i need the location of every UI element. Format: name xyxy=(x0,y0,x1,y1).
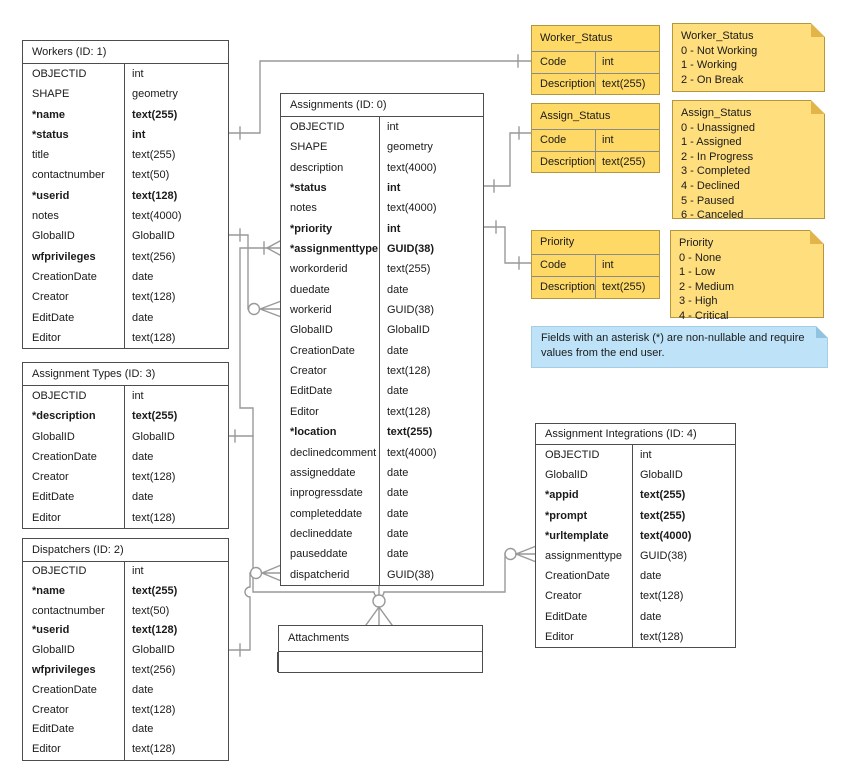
field-type: text(128) xyxy=(132,331,176,344)
field-name: EditDate xyxy=(32,723,75,736)
connector-workers-assignments-workerid xyxy=(227,229,280,317)
field-type: text(256) xyxy=(132,663,176,676)
note-line: 3 - High xyxy=(679,295,718,308)
field-name: OBJECTID xyxy=(32,68,87,80)
field-row-Editor xyxy=(281,402,483,422)
field-type: text(255) xyxy=(602,77,646,90)
field-type: text(255) xyxy=(602,155,646,168)
field-name: declineddate xyxy=(290,527,353,540)
table-priority[interactable] xyxy=(531,230,660,299)
field-type: text(128) xyxy=(640,590,684,603)
field-row-assigneddate xyxy=(281,463,483,483)
field-name: OBJECTID xyxy=(290,121,345,133)
field-name: CreationDate xyxy=(545,570,610,583)
field-name: *priority xyxy=(290,222,333,235)
field-type: text(255) xyxy=(602,281,646,293)
field-row-Editor xyxy=(23,740,228,760)
field-row-prompt xyxy=(536,506,735,526)
note-line: 4 - Declined xyxy=(681,179,740,192)
field-type: int xyxy=(132,565,144,577)
field-row-declineddate xyxy=(281,524,483,544)
field-row-GlobalID xyxy=(23,641,228,661)
field-type: text(255) xyxy=(132,410,178,423)
field-type: int xyxy=(132,68,144,80)
connector-assignments-attachments xyxy=(366,583,392,625)
field-type: int xyxy=(132,128,146,141)
field-name: GlobalID xyxy=(545,469,588,482)
field-type: GUID(38) xyxy=(640,549,688,562)
field-name: *location xyxy=(290,426,337,439)
field-row-contactnumber xyxy=(23,602,228,622)
field-name: description xyxy=(290,161,344,174)
field-row-wfprivileges xyxy=(23,247,228,267)
field-name: *status xyxy=(32,128,69,141)
note-line: 0 - Not Working xyxy=(681,44,758,57)
field-name: Creator xyxy=(32,703,69,716)
field-name: Creator xyxy=(545,590,582,603)
field-name: completeddate xyxy=(290,507,363,520)
field-type: date xyxy=(387,507,409,520)
field-row-priority xyxy=(281,219,483,239)
field-row-Creator xyxy=(281,361,483,381)
field-row-EditDate xyxy=(536,607,735,627)
field-type: date xyxy=(387,487,409,500)
field-type: date xyxy=(640,570,662,583)
field-type: text(255) xyxy=(640,509,686,522)
table-workers-header: Workers (ID: 1) xyxy=(23,41,228,64)
field-name: Code xyxy=(540,259,567,271)
note-worker-status-codes[interactable] xyxy=(672,23,825,92)
field-name: *appid xyxy=(545,489,579,502)
field-type: text(4000) xyxy=(387,202,437,215)
field-row-name xyxy=(23,582,228,602)
field-type: text(4000) xyxy=(640,529,692,542)
field-row-GlobalID xyxy=(536,465,735,485)
field-row-title xyxy=(23,145,228,165)
field-type: text(50) xyxy=(132,604,170,617)
field-name: *prompt xyxy=(545,509,588,522)
field-row-EditDate xyxy=(23,720,228,740)
field-row-inprogressdate xyxy=(281,483,483,503)
field-name: declinedcomment xyxy=(290,446,377,459)
field-type: geometry xyxy=(132,88,178,101)
field-row-SHAPE xyxy=(281,137,483,157)
field-type: GlobalID xyxy=(640,469,683,482)
table-workers[interactable] xyxy=(22,40,229,349)
field-name: Code xyxy=(540,134,567,146)
field-name: EditDate xyxy=(32,311,75,324)
field-row-Description xyxy=(532,73,659,95)
note-line: Worker_Status xyxy=(681,30,754,42)
field-name: wfprivileges xyxy=(32,663,96,676)
field-name: contactnumber xyxy=(32,604,105,617)
table-assignments-header: Assignments (ID: 0) xyxy=(281,94,483,117)
field-type: text(128) xyxy=(387,405,431,418)
table-assignment-integrations[interactable] xyxy=(535,423,736,648)
field-name: notes xyxy=(290,202,317,215)
field-row-assignmenttype xyxy=(536,546,735,566)
field-row-CreationDate xyxy=(281,341,483,361)
field-type: text(128) xyxy=(387,365,431,378)
field-row-CreationDate xyxy=(23,447,228,467)
field-name: *userid xyxy=(32,189,70,202)
field-row-GlobalID xyxy=(281,320,483,340)
field-type: text(255) xyxy=(640,489,686,502)
field-row-description xyxy=(281,158,483,178)
field-name: Editor xyxy=(32,743,61,756)
table-assign-status[interactable] xyxy=(531,103,660,173)
field-name: OBJECTID xyxy=(32,390,87,402)
field-type: GlobalID xyxy=(132,644,175,657)
field-row-EditDate xyxy=(23,487,228,507)
field-name: Description xyxy=(540,155,596,168)
field-name: OBJECTID xyxy=(32,565,87,577)
field-type: text(4000) xyxy=(387,161,437,174)
field-type: date xyxy=(132,450,154,463)
field-name: inprogressdate xyxy=(290,487,363,500)
field-name: Description xyxy=(540,281,596,293)
field-name: Code xyxy=(540,56,567,68)
field-row-OBJECTID xyxy=(23,562,228,582)
field-row-Code xyxy=(532,130,659,151)
field-row-notes xyxy=(23,206,228,226)
field-type: text(255) xyxy=(132,149,176,162)
field-row-Editor xyxy=(23,508,228,528)
field-type: geometry xyxy=(387,141,433,154)
field-row-OBJECTID xyxy=(23,64,228,84)
field-row-status xyxy=(281,178,483,198)
field-row-Code xyxy=(532,52,659,73)
table-assignment-integrations-header: Assignment Integrations (ID: 4) xyxy=(536,424,735,445)
field-name: pauseddate xyxy=(290,548,348,561)
table-assignment-types[interactable] xyxy=(22,362,229,529)
field-row-Editor xyxy=(23,328,228,348)
field-row-CreationDate xyxy=(23,267,228,287)
connector-assignments-priority-priority xyxy=(482,221,531,269)
table-dispatchers[interactable] xyxy=(22,538,229,761)
field-name: CreationDate xyxy=(32,450,97,463)
field-name: title xyxy=(32,149,50,162)
field-row-Creator xyxy=(536,586,735,606)
field-type: GlobalID xyxy=(132,430,175,443)
field-name: Editor xyxy=(545,630,574,643)
field-name: contactnumber xyxy=(32,169,105,182)
note-line: 1 - Low xyxy=(679,266,716,279)
field-row-completeddate xyxy=(281,504,483,524)
field-row-GlobalID xyxy=(23,226,228,246)
field-type: text(128) xyxy=(640,630,684,643)
attachments-header: Attachments xyxy=(279,626,482,652)
note-line: 1 - Working xyxy=(681,59,738,72)
field-row-status xyxy=(23,125,228,145)
field-type: GUID(38) xyxy=(387,304,435,317)
note-line: 2 - Medium xyxy=(679,280,735,293)
table-priority-header: Priority xyxy=(532,231,659,255)
field-type: text(4000) xyxy=(387,446,437,459)
note-line: 0 - Unassigned xyxy=(681,121,755,134)
field-name: Editor xyxy=(32,331,61,344)
field-type: int xyxy=(387,222,401,235)
field-row-declinedcomment xyxy=(281,443,483,463)
note-line: 3 - Completed xyxy=(681,165,751,178)
connector-assignments-status-assignstatus xyxy=(482,127,531,192)
field-row-wfprivileges xyxy=(23,661,228,681)
field-row-Description xyxy=(532,151,659,173)
field-type: text(255) xyxy=(132,108,178,121)
asterisk-note-text: Fields with an asterisk (*) are non-nullable and require values from the end user. xyxy=(541,332,805,359)
field-type: text(50) xyxy=(132,169,170,182)
field-type: int xyxy=(602,259,614,271)
field-row-OBJECTID xyxy=(281,117,483,137)
field-name: CreationDate xyxy=(290,344,355,357)
field-row-Creator xyxy=(23,701,228,721)
field-name: workorderid xyxy=(290,263,348,276)
field-row-OBJECTID xyxy=(536,445,735,465)
field-type: text(128) xyxy=(132,189,178,202)
note-line: 4 - Critical xyxy=(679,309,729,322)
field-name: SHAPE xyxy=(32,88,70,101)
table-dispatchers-header: Dispatchers (ID: 2) xyxy=(23,539,228,562)
attachments-empty-row xyxy=(279,652,482,672)
table-worker-status-header: Worker_Status xyxy=(532,26,659,52)
field-type: date xyxy=(387,548,409,561)
field-name: EditDate xyxy=(290,385,333,398)
field-type: text(128) xyxy=(132,511,176,524)
field-row-Code xyxy=(532,255,659,276)
field-name: Editor xyxy=(32,511,61,524)
field-type: text(128) xyxy=(132,291,176,304)
field-row-SHAPE xyxy=(23,84,228,104)
note-assign-status-codes[interactable] xyxy=(672,100,825,222)
field-name: *assignmenttype xyxy=(290,243,379,256)
field-row-assignmenttype xyxy=(281,239,483,259)
field-row-EditDate xyxy=(281,381,483,401)
field-row-EditDate xyxy=(23,308,228,328)
field-type: int xyxy=(132,390,144,402)
field-type: date xyxy=(132,683,154,696)
field-name: *name xyxy=(32,108,66,121)
field-row-CreationDate xyxy=(23,681,228,701)
note-priority-codes[interactable] xyxy=(670,230,824,322)
field-type: GUID(38) xyxy=(387,568,435,581)
field-type: date xyxy=(132,270,154,283)
field-type: date xyxy=(387,283,409,296)
note-line: 1 - Assigned xyxy=(681,136,742,149)
table-attachments[interactable] xyxy=(278,625,483,673)
field-name: Editor xyxy=(290,405,319,418)
field-row-Creator xyxy=(23,467,228,487)
note-line: 2 - In Progress xyxy=(681,150,754,163)
field-type: text(128) xyxy=(132,471,176,484)
note-line: 6 - Canceled xyxy=(681,209,744,222)
table-assignment-types-header: Assignment Types (ID: 3) xyxy=(23,363,228,386)
field-type: date xyxy=(640,610,662,623)
field-row-workerid xyxy=(281,300,483,320)
field-name: GlobalID xyxy=(32,230,75,243)
note-line: Priority xyxy=(679,237,714,249)
field-type: date xyxy=(387,385,409,398)
field-name: *status xyxy=(290,182,327,195)
field-name: dispatcherid xyxy=(290,568,350,581)
field-row-duedate xyxy=(281,280,483,300)
note-line: 0 - None xyxy=(679,251,722,264)
field-name: *name xyxy=(32,584,66,597)
field-type: text(255) xyxy=(387,263,431,276)
field-name: GlobalID xyxy=(32,430,75,443)
field-row-notes xyxy=(281,198,483,218)
field-type: text(255) xyxy=(387,426,433,439)
field-name: Description xyxy=(540,77,596,90)
field-type: text(128) xyxy=(132,743,176,756)
field-name: wfprivileges xyxy=(32,250,96,263)
note-line: 2 - On Break xyxy=(681,73,744,86)
field-row-userid xyxy=(23,186,228,206)
field-type: text(128) xyxy=(132,624,178,637)
field-row-appid xyxy=(536,485,735,505)
field-row-urltemplate xyxy=(536,526,735,546)
field-name: GlobalID xyxy=(290,324,333,337)
table-assignments[interactable] xyxy=(280,93,484,586)
field-type: date xyxy=(132,491,154,504)
field-row-GlobalID xyxy=(23,427,228,447)
field-row-Creator xyxy=(23,287,228,307)
note-asterisk-explanation[interactable] xyxy=(531,326,828,368)
field-type: date xyxy=(387,344,409,357)
field-name: Creator xyxy=(290,365,327,378)
table-assign-status-header: Assign_Status xyxy=(532,104,659,130)
field-type: int xyxy=(602,134,614,146)
field-type: int xyxy=(602,56,614,68)
field-row-CreationDate xyxy=(536,566,735,586)
field-type: int xyxy=(387,182,401,195)
field-type: date xyxy=(387,527,409,540)
field-name: workerid xyxy=(290,304,332,317)
field-name: assignmenttype xyxy=(545,549,623,562)
field-type: date xyxy=(132,723,154,736)
field-name: OBJECTID xyxy=(545,449,600,461)
field-row-workorderid xyxy=(281,259,483,279)
field-type: GlobalID xyxy=(387,324,430,337)
note-line: 5 - Paused xyxy=(681,194,735,207)
field-name: EditDate xyxy=(545,610,588,623)
field-name: *urltemplate xyxy=(545,529,609,542)
field-row-pauseddate xyxy=(281,544,483,564)
field-type: text(256) xyxy=(132,250,176,263)
field-name: *userid xyxy=(32,624,70,637)
field-name: GlobalID xyxy=(32,644,75,657)
field-row-OBJECTID xyxy=(23,386,228,406)
table-worker-status[interactable] xyxy=(531,25,660,95)
field-type: GlobalID xyxy=(132,230,175,243)
connector-types-assignments-assignmenttype xyxy=(227,241,280,442)
field-name: SHAPE xyxy=(290,141,328,154)
field-name: CreationDate xyxy=(32,270,97,283)
field-row-location xyxy=(281,422,483,442)
note-line: Assign_Status xyxy=(681,107,752,119)
field-row-userid xyxy=(23,621,228,641)
field-type: int xyxy=(640,449,652,461)
field-row-dispatcherid xyxy=(281,565,483,585)
field-type: GUID(38) xyxy=(387,243,435,256)
field-type: date xyxy=(132,311,154,324)
field-row-name xyxy=(23,105,228,125)
field-row-Description xyxy=(532,276,659,298)
field-row-Editor xyxy=(536,627,735,647)
field-type: date xyxy=(387,466,409,479)
field-name: Creator xyxy=(32,471,69,484)
field-row-description xyxy=(23,406,228,426)
field-type: text(255) xyxy=(132,584,178,597)
field-name: Creator xyxy=(32,291,69,304)
field-name: assigneddate xyxy=(290,466,356,479)
field-type: int xyxy=(387,121,399,133)
field-name: *description xyxy=(32,410,96,423)
field-type: text(128) xyxy=(132,703,176,716)
field-name: CreationDate xyxy=(32,683,97,696)
field-type: text(4000) xyxy=(132,210,182,223)
field-name: duedate xyxy=(290,283,330,296)
field-row-contactnumber xyxy=(23,165,228,185)
field-name: notes xyxy=(32,210,59,223)
field-name: EditDate xyxy=(32,491,75,504)
